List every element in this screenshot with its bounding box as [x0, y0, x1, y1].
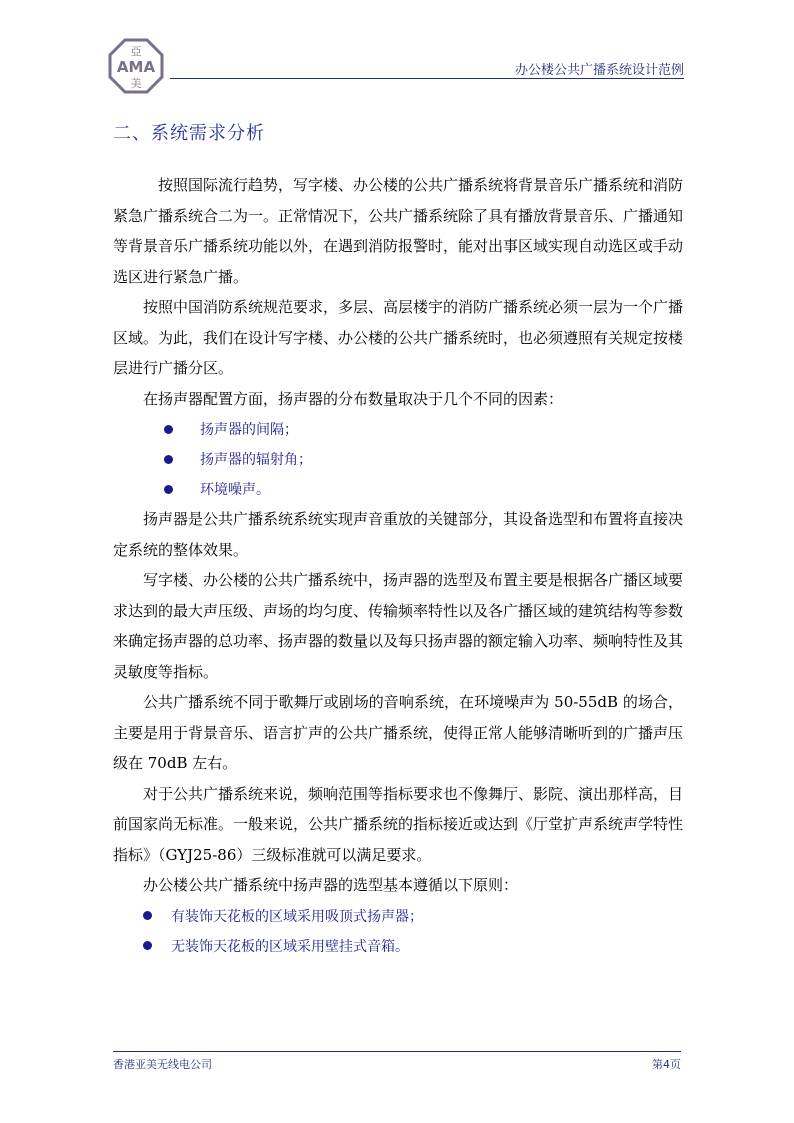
list-item [113, 474, 683, 504]
list-item-text: 扬声器的辐射角； [200, 452, 312, 468]
bullet-dot-icon [164, 455, 173, 464]
paragraph: 公共广播系统不同于歌舞厅或剧场的音响系统，在环境噪声为 50-55dB 的场合，主要是用于背景音乐、语言扩声的公共广播系统，使得正常人能够清晰听到的广播声压级在 70dB 左右。 [113, 693, 684, 772]
footer-company: 香港亚美无线电公司 [113, 1058, 212, 1071]
body-content [113, 170, 683, 961]
list-item [113, 414, 683, 444]
speaker-factors-list [113, 414, 683, 504]
header-title: 办公楼公共广播系统设计范例 [514, 63, 684, 78]
company-logo [108, 38, 164, 94]
paragraph: 扬声器是公共广播系统系统实现声音重放的关键部分，其设备选型和布置将直接决定系统的整体效果。 [113, 510, 684, 559]
page-number: 第4页 [652, 1058, 681, 1071]
bullet-dot-icon [164, 425, 173, 434]
header-divider [170, 78, 684, 79]
paragraph: 按照中国消防系统规范要求，多层、高层楼宇的消防广播系统必须一层为一个广播区域。为此，我们在设计写字楼、办公楼的公共广播系统时，也必须遵照有关规定按楼层进行广播分区。 [113, 298, 684, 377]
bullet-dot-icon [164, 485, 173, 494]
bullet-dot-icon [143, 941, 152, 950]
svg-text:AMA: AMA [116, 58, 156, 76]
list-item-text: 扬声器的间隔； [200, 422, 298, 438]
list-item [113, 444, 683, 474]
svg-text:亞: 亞 [130, 45, 142, 58]
section-title: 二、系统需求分析 [113, 123, 265, 144]
paragraph: 对于公共广播系统来说，频响范围等指标要求也不像舞厅、影院、演出那样高，目前国家尚无标准。一般来说，公共广播系统的指标接近或达到《厅堂扩声系统声学特性指标》（GYJ25-86）三级标准就可以满足要求。 [113, 784, 684, 864]
paragraph: 写字楼、办公楼的公共广播系统中，扬声器的选型及布置主要是根据各广播区域要求达到的最大声压级、声场的均匀度、传输频率特性以及各广播区域的建筑结构等参数来确定扬声器的总功率、扬声器的数量以及每只扬声器的额定输入功率、频响特性及其灵敏度等指标。 [113, 571, 684, 681]
paragraph: 在扬声器配置方面，扬声器的分布数量取决于几个不同的因素： [143, 389, 564, 408]
list-item-text: 有装饰天花板的区域采用吸顶式扬声器； [171, 908, 423, 925]
footer-divider [113, 1051, 681, 1052]
list-item-text: 无装饰天花板的区域采用壁挂式音箱。 [171, 938, 409, 955]
list-item [113, 931, 683, 961]
list-item [113, 901, 683, 931]
svg-text:美: 美 [130, 77, 142, 90]
paragraph: 办公楼公共广播系统中扬声器的选型基本遵循以下原则： [143, 876, 519, 894]
speaker-selection-list [113, 901, 683, 961]
paragraph: 按照国际流行趋势，写字楼、办公楼的公共广播系统将背景音乐广播系统和消防紧急广播系统合二为一。正常情况下，公共广播系统除了具有播放背景音乐、广播通知等背景音乐广播系统功能以外，在遇到消防报警时，能对出事区域实现自动选区或手动选区进行紧急广播。 [113, 176, 684, 286]
bullet-dot-icon [143, 911, 152, 920]
list-item-text: 环境噪声。 [200, 482, 270, 498]
